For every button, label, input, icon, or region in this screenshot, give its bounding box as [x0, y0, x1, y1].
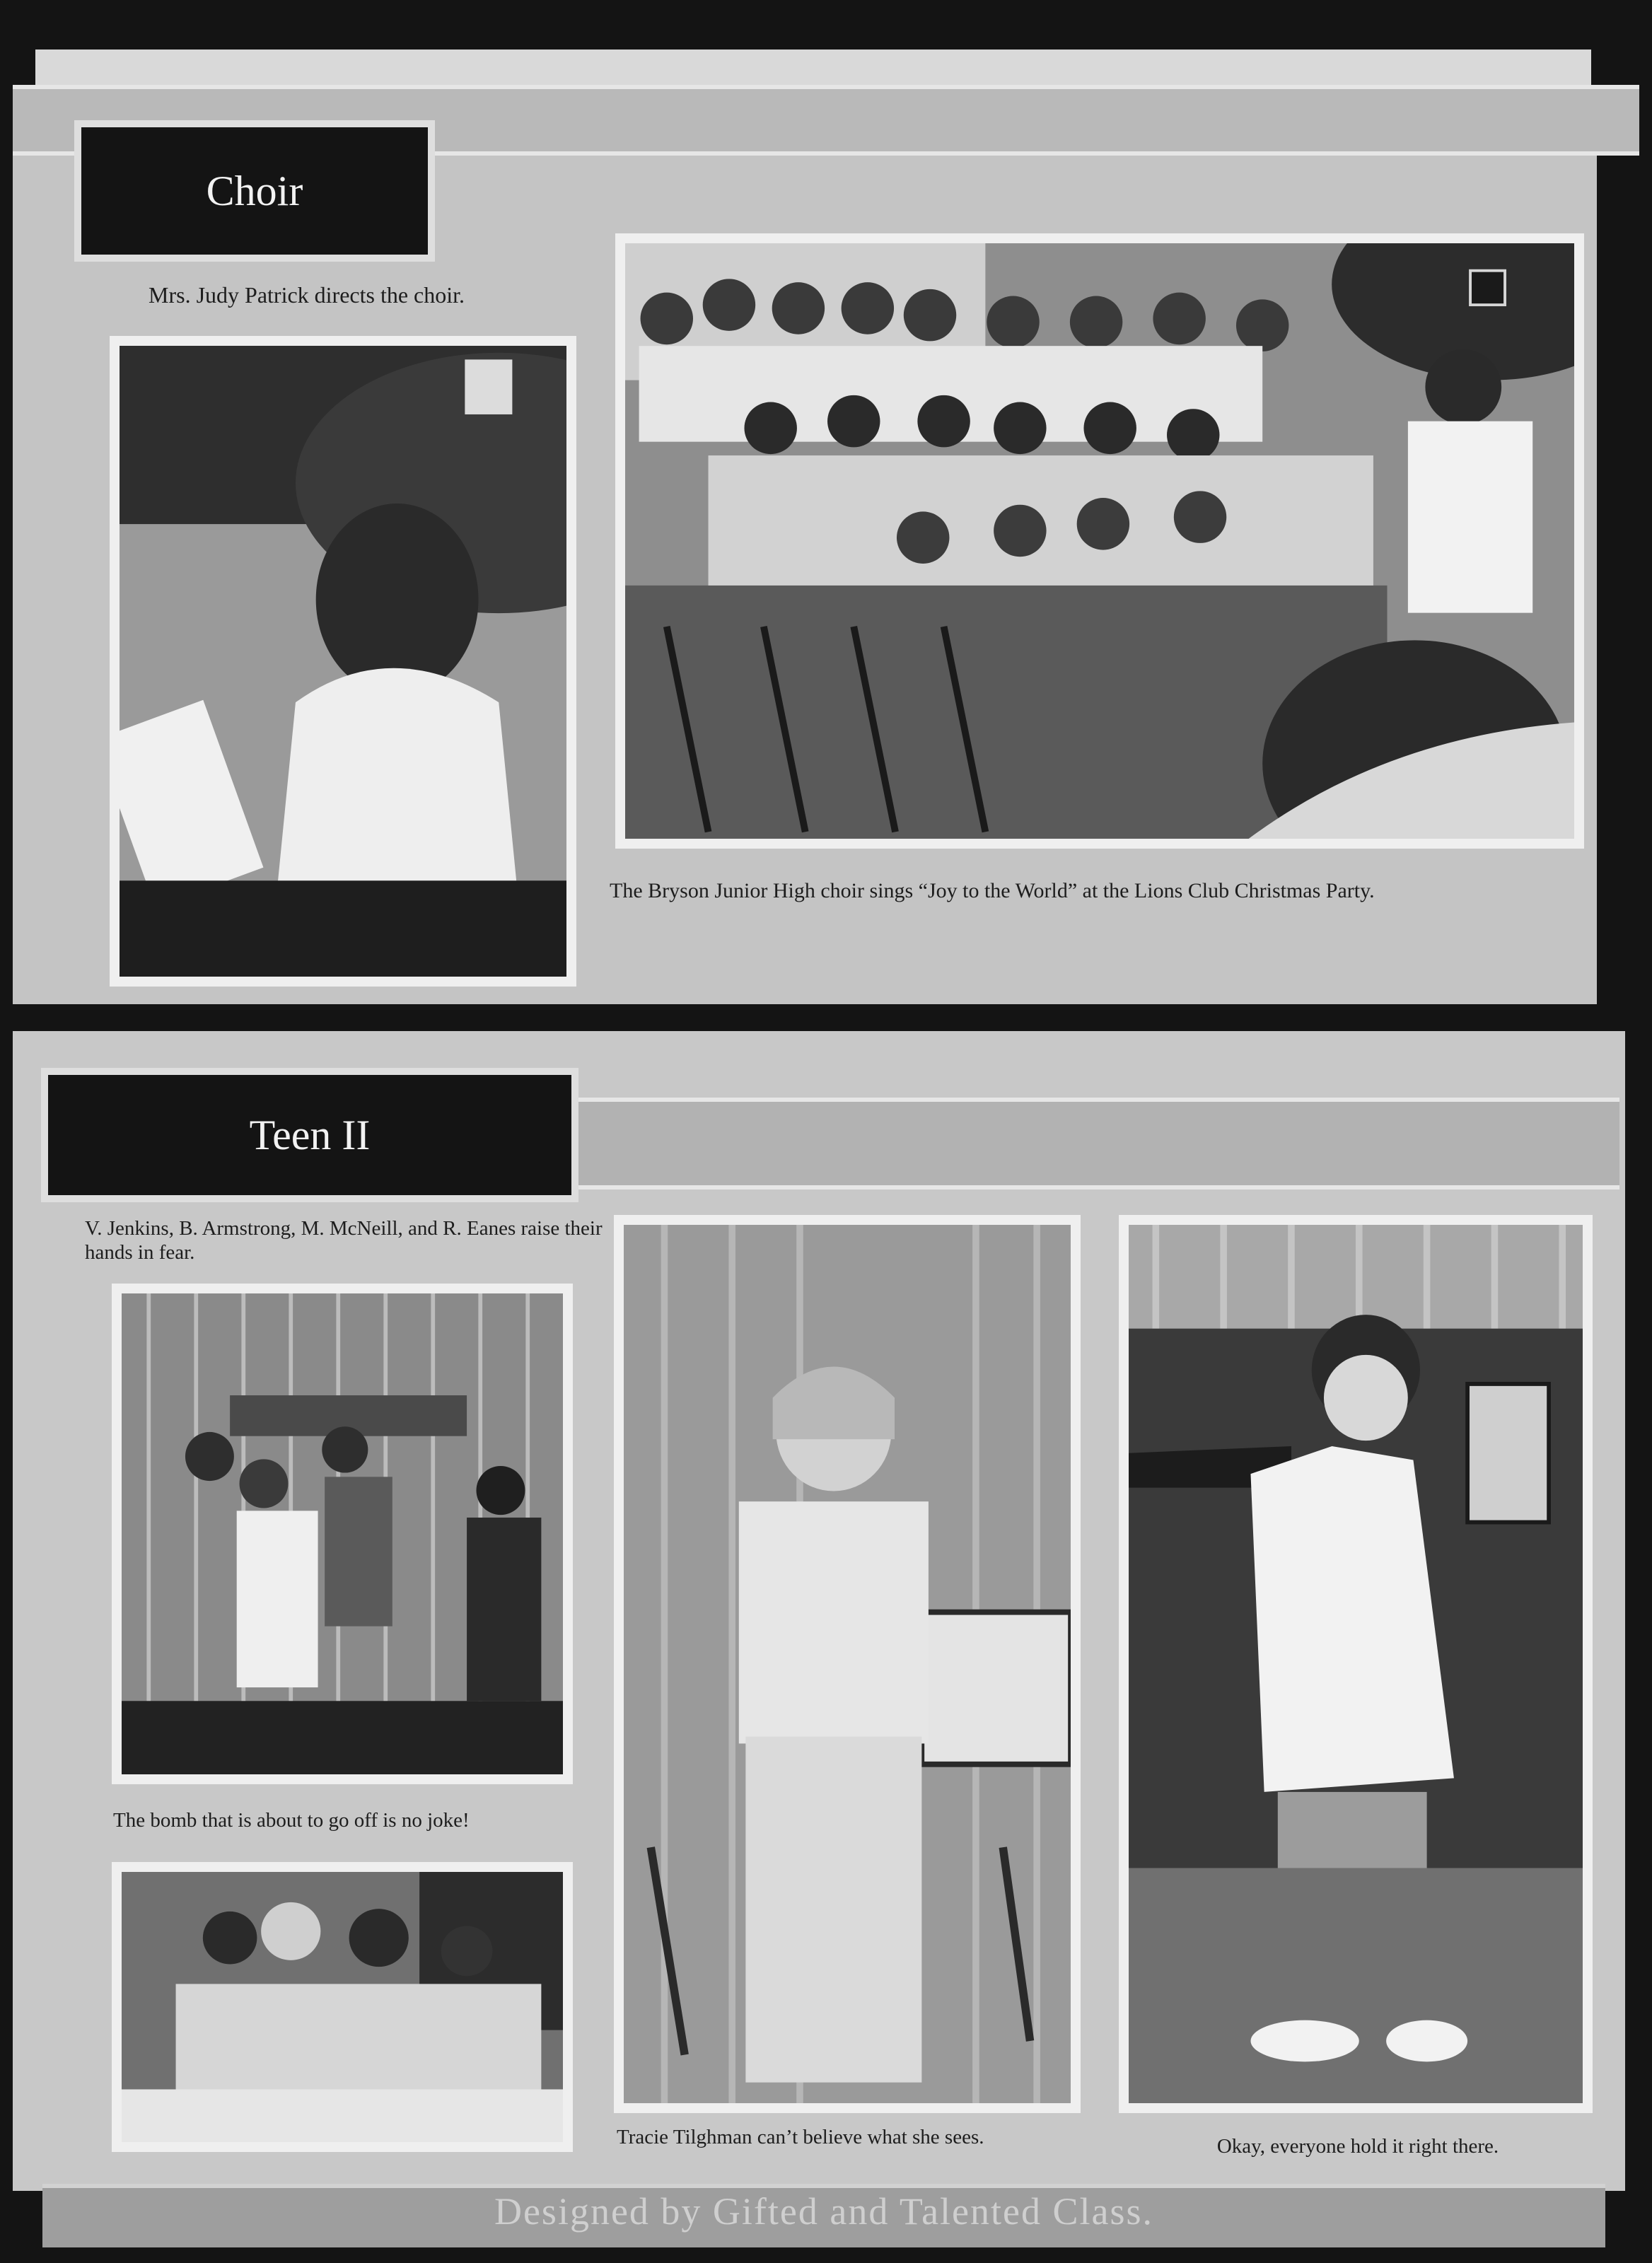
- teen-band: [552, 1098, 1619, 1189]
- teen-title: Teen II: [249, 1111, 371, 1158]
- teen-hands-photo: [112, 1284, 573, 1784]
- choir-caption-right: The Bryson Junior High choir sings “Joy to the World” at the Lions Club Christmas Party.: [610, 879, 1375, 902]
- teen-tracie-photo: [614, 1215, 1081, 2113]
- teen-caption-tracie: Tracie Tilghman can’t believe what she sees.: [617, 2126, 984, 2148]
- choir-title: Choir: [206, 167, 303, 214]
- teen-okay-photo: [1119, 1215, 1593, 2113]
- teen-caption-bomb: The bomb that is about to go off is no joke!: [113, 1809, 470, 1832]
- top-frame-strip: [35, 50, 1591, 89]
- teen-seated-photo: [112, 1862, 573, 2152]
- choir-title-box: [74, 120, 435, 262]
- middle-gap: [13, 1004, 1639, 1030]
- choir-group-photo: [615, 233, 1584, 849]
- teen-title-box: [41, 1068, 578, 1202]
- choir-caption-left: Mrs. Judy Patrick directs the choir.: [149, 282, 465, 308]
- teen-caption-okay: Okay, everyone hold it right there.: [1216, 2135, 1499, 2158]
- footer-text: Designed by Gifted and Talented Class.: [494, 2190, 1154, 2233]
- teen-caption-top: V. Jenkins, B. Armstrong, M. McNeill, and R. Eanes raise their hands in fear.: [85, 1217, 603, 1264]
- choir-director-photo: [110, 336, 576, 987]
